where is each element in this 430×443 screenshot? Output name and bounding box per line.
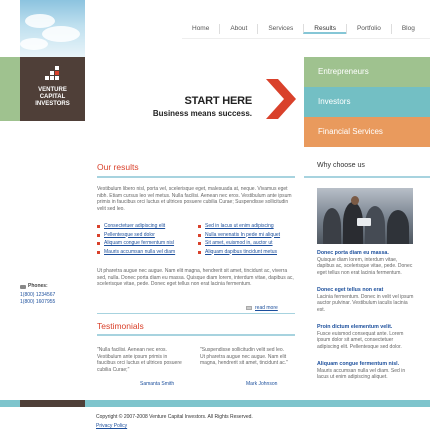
read-more-icon: [246, 306, 252, 310]
phone-number: 1(800) 1607955: [20, 299, 56, 305]
results-link[interactable]: Aliquam dapibus tincidunt metus: [198, 248, 298, 257]
testimonial-quote: "Suspendisse sollicitudin velit sed leo. Ut pharetra augue nec augue. Nam elit magna, hendrerit sit amet, tincidunt ac.": [200, 347, 288, 366]
nav-home[interactable]: Home: [192, 25, 210, 32]
results-link[interactable]: Sed in lacus ut enim adipiscing: [198, 222, 298, 231]
nav-portfolio[interactable]: Portfolio: [346, 24, 391, 34]
testimonials-divider: [97, 334, 295, 336]
business-people-photo: [317, 188, 413, 244]
why-item-title[interactable]: Aliquam congue fermentum nisl.: [317, 361, 400, 367]
footer-dark-block: [20, 400, 85, 407]
logo-text: VENTURE CAPITAL INVESTORS: [35, 87, 70, 107]
copyright-text: Copyright © 2007-2008 Venture Capital Investors. All Rights Reserved.: [96, 414, 253, 420]
why-item-text: Mauris accumsan nulla vel diam. Sed in lacus ut enim adipiscing aliquet.: [317, 368, 406, 381]
results-bottom-divider: [97, 313, 295, 314]
nav-services[interactable]: Services: [257, 24, 303, 34]
phones-title: Phones:: [28, 283, 48, 289]
why-item-title[interactable]: Proin dictum elementum velit.: [317, 324, 393, 330]
why-title: Why choose us: [317, 162, 365, 169]
results-divider: [97, 176, 295, 178]
testimonial-quote: "Nulla facilisi. Aenean nec eros. Vestibulum ante ipsum primis in faucibus orci luctus et ultrices posuere cubilia Curae;": [97, 347, 182, 373]
results-links-left: [97, 222, 193, 256]
nav-results[interactable]: Results: [303, 24, 346, 34]
results-title: Our results: [97, 162, 139, 172]
why-item-text: Lacinia fermentum. Donec in velit vel ipsum auctor pulvinar. Vestibulum iaculis lacinia est.: [317, 294, 414, 313]
logo-mark-icon: [45, 66, 61, 80]
results-link[interactable]: Consectetuer adipiscing elit: [97, 222, 193, 231]
why-item-title[interactable]: Donec eget tellus non erat: [317, 287, 384, 293]
testimonial-author: Samanta Smith: [140, 381, 175, 387]
chevron-arrow-icon: [264, 79, 298, 119]
phone-number: 1(800) 1234567: [20, 292, 56, 298]
testimonials-title: Testimonials: [97, 321, 144, 331]
hero-banner: [85, 57, 304, 149]
phone-icon: [20, 285, 26, 289]
why-item-text: Fusce euismod consequat ante. Lorem ipsum dolor sit amet, consectetuer adipiscing elit. Pellentesque sed dolor.: [317, 331, 404, 350]
results-links-right: [198, 222, 298, 256]
logo[interactable]: [20, 57, 85, 121]
results-link[interactable]: Mauris accumsan nulla vel diam: [97, 248, 193, 257]
tab-financial-services[interactable]: Financial Services: [304, 117, 430, 147]
nav-blog[interactable]: Blog: [391, 24, 425, 34]
nav-divider: [182, 38, 430, 39]
left-green-band: [0, 57, 20, 121]
main-nav: [182, 24, 425, 34]
privacy-policy-link[interactable]: Privacy Policy: [96, 423, 128, 429]
results-link[interactable]: Sit amet, euismod in, auctor ut: [198, 239, 298, 248]
results-link[interactable]: Aliquam congue fermentum nisl: [97, 239, 193, 248]
why-item-title[interactable]: Donec porta diam eu massa.: [317, 250, 389, 256]
why-divider: [304, 176, 430, 178]
tab-entrepreneurs[interactable]: Entrepreneurs: [304, 57, 430, 87]
banner-headline: START HERE: [184, 95, 252, 107]
read-more-link[interactable]: read more: [255, 305, 278, 311]
left-margin: [0, 0, 20, 57]
testimonial-author: Mark Johnson: [246, 381, 278, 387]
results-intro: Vestibulum libero nisl, porta vel, scelerisque eget, malesuada at, neque. Vivamus eget nibh. Etiam cursus leo vel metus. Nulla facilisi. Aenean nec eros. Vestibulum ante ipsum primis in faucibus orci luctus et ultrices posuere cubilia Curae; Suspendisse sollicitudin velit sed leo.: [97, 186, 292, 212]
why-item-text: Quisque diam lorem, interdum vitae, dapibus ac, scelerisque vitae, pede. Donec eget tellus non erat lacinia fermentum.: [317, 257, 413, 276]
results-body: Ut pharetra augue nec augue. Nam elit magna, hendrerit sit amet, tincidunt ac, viverra sed, nulla. Donec porta diam eu massa. Quisque diam lorem, interdum vitae, dapibus ac, scelerisque vitae, pede. Donec eget tellus non erat lacinia fermentum.: [97, 268, 294, 288]
sky-image: [20, 0, 85, 57]
results-link[interactable]: Nulla venenatis In pede mi aliquet: [198, 231, 298, 240]
nav-about[interactable]: About: [219, 24, 257, 34]
results-link[interactable]: Pellentesque sed dolor: [97, 231, 193, 240]
banner-subline: Business means success.: [152, 109, 252, 118]
tab-investors[interactable]: Investors: [304, 87, 430, 117]
